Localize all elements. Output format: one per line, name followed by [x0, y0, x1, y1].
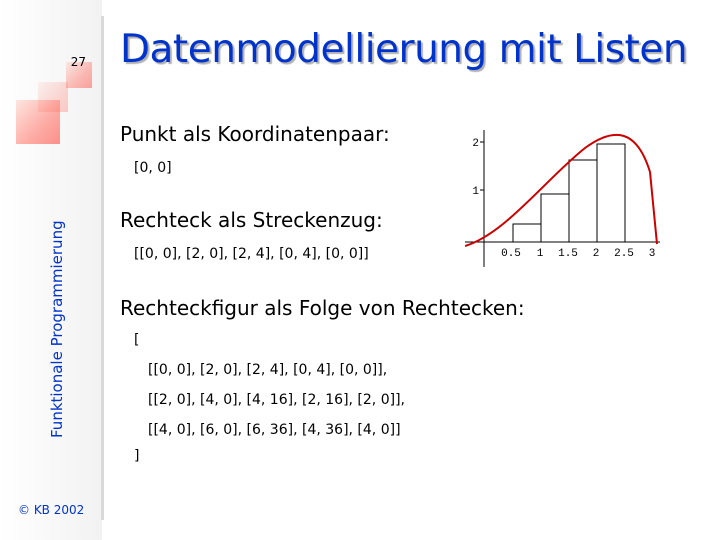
rect-strip	[513, 224, 541, 242]
list-line: [[4, 0], [6, 0], [6, 36], [4, 36], [4, 0]]	[148, 422, 401, 438]
rect-strip	[597, 144, 625, 242]
y-tick-label: 2	[472, 138, 479, 150]
x-tick-label: 3	[648, 248, 656, 260]
x-tick-label: 2.5	[614, 248, 634, 260]
heading-point: Punkt als Koordinatenpaar:	[120, 122, 390, 146]
list-close-bracket: ]	[134, 448, 140, 464]
x-tick-label: 2	[592, 248, 600, 260]
code-rectangle: [[0, 0], [2, 0], [2, 4], [0, 4], [0, 0]]	[134, 246, 369, 262]
list-open-bracket: [	[134, 332, 140, 348]
decorative-square	[16, 100, 60, 144]
code-point: [0, 0]	[134, 160, 172, 176]
sidebar-divider	[101, 16, 104, 520]
x-tick-label: 1	[536, 248, 544, 260]
rect-strip	[569, 160, 597, 242]
function-plot	[465, 122, 665, 272]
x-tick-label: 1.5	[558, 248, 578, 260]
x-tick-label: 0.5	[501, 248, 521, 260]
heading-rectangle: Rechteck als Streckenzug:	[120, 208, 383, 232]
vertical-course-title: Funktionale Programmierung	[48, 220, 66, 438]
slide-title: Datenmodellierung mit Listen	[120, 27, 688, 72]
heading-rectangle-figure: Rechteckfigur als Folge von Rechtecken:	[120, 296, 525, 320]
copyright-notice: © KB 2002	[18, 503, 85, 517]
list-line: [[0, 0], [2, 0], [2, 4], [0, 4], [0, 0]],	[148, 362, 388, 378]
list-line: [[2, 0], [4, 0], [4, 16], [2, 16], [2, 0]],	[148, 392, 405, 408]
function-curve	[465, 135, 657, 246]
y-tick-label: 1	[472, 186, 479, 198]
rect-strip	[541, 194, 569, 242]
page-number: 27	[70, 55, 86, 69]
